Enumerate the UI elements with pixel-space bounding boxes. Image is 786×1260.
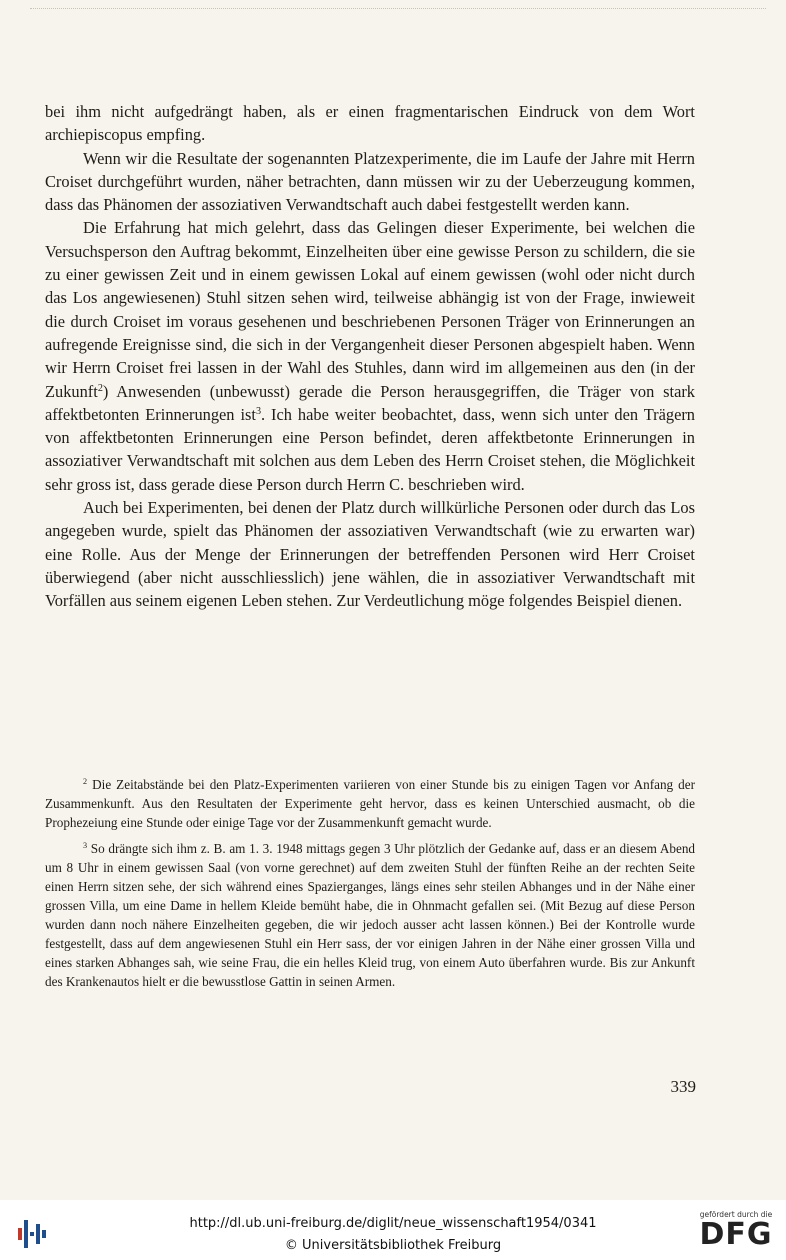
paragraph-3-part-b: ) Anwesenden (unbewusst) gerade die Person herausgegriffen, die Träger von stark affektbetonten Erinnerungen ist [45,381,695,424]
viewer-footer [0,1200,786,1260]
footnote-ref-2[interactable]: 2 [97,382,103,394]
dfg-wordmark: DFG [699,1217,773,1252]
footnote-text: So drängte sich ihm z. B. am 1. 3. 1948 mittags gegen 3 Uhr plötzlich der Gedanke auf, dass er an diesem Abend um 8 Uhr in einem gewissen Saal (von vorne gerechnet) auf dem zweiten Stuhl der fünften Reihe an der rechten Seite einen Herrn sitzen sehe, der sich während eines Spazierganges, längs eines sehr steilen Abhanges und in der Nähe einer grossen Villa, um eine Dame in hellem Kleide bemüht habe, die in Ohnmacht gefallen sei. (Mit Bezug auf diese Person wurden dann noch nähere Einzelheiten gegeben, die wir jedoch ausser acht lassen können.) Bei der Kontrolle wurde festgestellt, dass auf dem angewiesenen Stuhl ein Herr sass, der vor einigen Jahren in der Nähe einer grossen Villa und eines starken Abhanges sah, wie seine Frau, die ein helles Kleid trug, von einem Auto überfahren wurde. Bis zur Ankunft des Krankenautos hielt er die bewusstlose Gattin in seinen Armen. [45,841,696,989]
paragraph-4: Auch bei Experimenten, bei denen der Platz durch willkürliche Personen oder durch das Los angegeben wurde, spielt das Phänomen der assoziativen Verwandtschaft (wie zu erwarten war) eine Rolle. Aus der Menge der Erinnerungen der betreffenden Personen wird Herr Croiset überwiegend (aber nicht ausschliesslich) jene wählen, die in assoziativer Verwandtschaft mit Vorfällen aus seinem eigenen Leben stehen. Zur Verdeutlichung möge folgendes Beispiel dienen. [45,498,695,611]
dfg-funding-note: gefördert durch die [699,1210,773,1219]
paragraph-1: bei ihm nicht aufgedrängt haben, als er einen fragmentarischen Eindruck von dem Wort archiepiscopus empfing. [45,102,695,145]
permalink[interactable]: http://dl.ub.uni-freiburg.de/diglit/neue_wissenschaft1954/0341 [189,1216,597,1231]
footnote-mark: 3 [83,841,88,851]
dfg-logo [694,1210,778,1251]
footnotes [45,775,695,998]
copyright: © Universitätsbibliothek Freiburg [284,1238,502,1253]
scan-edge [30,8,766,9]
footnote-text: Die Zeitabstände bei den Platz-Experimenten variieren von einer Stunde bis zu einigen Tagen vor Anfang der Zusammenkunft. Aus den Resultaten der Experimente geht hervor, dass es keinen Unterschied ausmacht, ob die Prophezeiung eine Stunde oder einige Tage vor der Zusammenkunft gemacht wurde. [45,777,696,830]
paragraph-3 [45,216,695,496]
footnote-ref-3[interactable]: 3 [255,405,262,417]
page-number: 339 [670,1077,696,1096]
paragraph-3-part-a: Die Erfahrung hat mich gelehrt, dass das Gelingen dieser Experimente, bei welchen die Versuchsperson den Auftrag bekommt, Einzelheiten über eine gewisse Person zu schildern, die sie zu einer gewissen Zeit und in einem gewissen Lokal auf einem gewissen (wohl oder nicht durch das Los angewiesenen) Stuhl sitzen sehen wird, teilweise abhängig ist von der Frage, inwieweit die durch Croiset im voraus gesehenen und beschriebenen Personen Träger von Erinnerungen an aufregende Ereignisse sind, die sich in der Vergangenheit dieser Personen abgespielt haben. Wenn wir Herrn Croiset frei lassen in der Wahl des Stuhles, dann wird im allgemeinen aus den (in der Zukunft [45,218,695,401]
paragraph-3-part-c: . Ich habe weiter beobachtet, dass, wenn sich unter den Trägern von affektbetonten Erinnerungen eine Person befindet, deren affektbetonte Erinnerungen in assoziativer Verwandtschaft mit solchen aus dem Leben des Herrn Croiset stehen, die Möglichkeit sehr gross ist, dass gerade diese Person durch Herrn C. beschrieben wird. [45,404,695,494]
footnote [45,775,695,832]
body-text [45,100,695,613]
footnote [45,839,695,991]
paragraph-2: Wenn wir die Resultate der sogenannten Platzexperimente, die im Laufe der Jahre mit Herrn Croiset durchgeführt wurden, näher betrachten, dann müssen wir zu der Ueberzeugung kommen, dass das Phänomen der assoziativen Verwandtschaft auch dabei festgestellt werden kann. [45,148,695,215]
footnote-mark: 2 [83,777,88,787]
